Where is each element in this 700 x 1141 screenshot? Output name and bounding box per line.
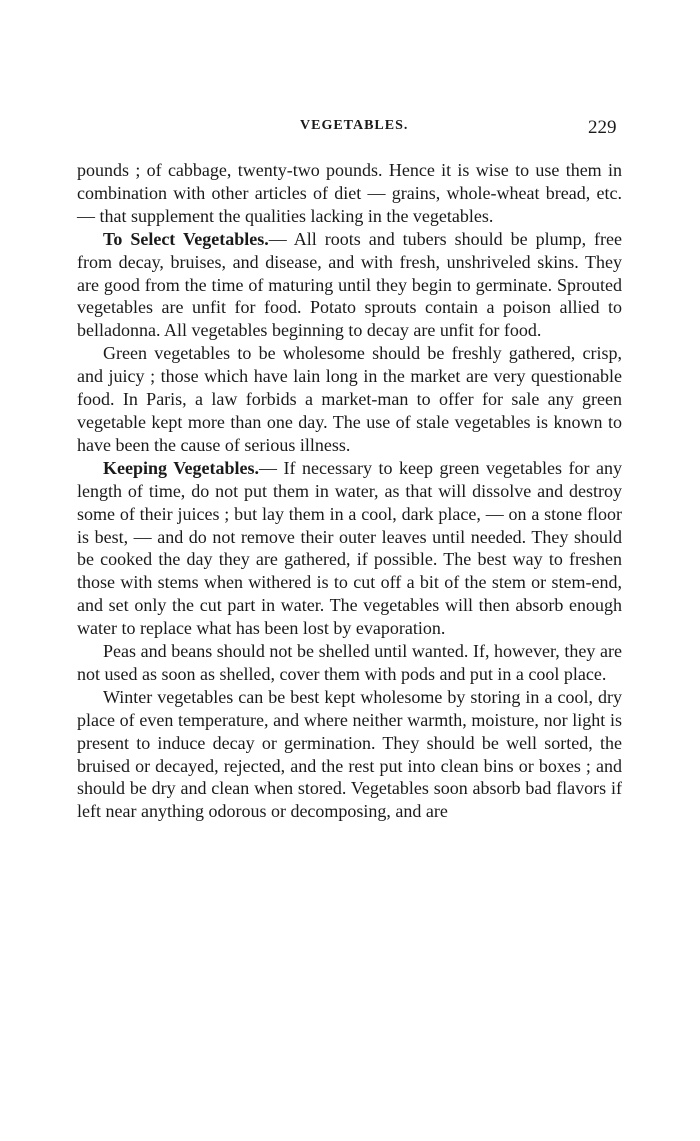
paragraph-continuation <box>77 159 622 228</box>
paragraph-text: Green vegetables to be wholesome should be freshly gathered, crisp, and juicy ; those which have lain long in the market are very questionable food. In Paris, a law forbids a market-man to offer for sale any green vegetable kept more than one day. The use of stale vegetables is known to have been the cause of serious illness. <box>77 343 622 455</box>
paragraph-green-vegetables <box>77 342 622 457</box>
running-title: VEGETABLES. <box>300 118 409 133</box>
paragraph-text: — If necessary to keep green vegetables for any length of time, do not put them in water, as that will dissolve and destroy some of their juices ; but lay them in a cool, dark place, — on a stone floor is best, — and do not remove their outer leaves until needed. They should be cooked the day they are gathered, if possible. The best way to freshen those with stems when withered is to cut off a bit of the stem or stem-end, and set only the cut part in water. The vegetables will then absorb enough water to replace what has been lost by evaporation. <box>77 457 622 639</box>
section-heading-keeping-vegetables: Keeping Vegetables. <box>103 457 260 478</box>
paragraph-text: Peas and beans should not be shelled until wanted. If, however, they are not used as soon as shelled, cover them with pods and put in a cool place. <box>77 641 622 684</box>
paragraph-text: pounds ; of cabbage, twenty-two pounds. Hence it is wise to use them in combination with other articles of diet — grains, whole-wheat bread, etc. — that supplement the qualities lacking in the vegetables. <box>77 160 622 226</box>
body-text <box>77 159 622 823</box>
paragraph-winter-vegetables <box>77 686 622 823</box>
paragraph-text: Winter vegetables can be best kept wholesome by storing in a cool, dry place of even temperature, and where neither warmth, moisture, nor light is present to induce decay or germination. They should be well sorted, the bruised or decayed, rejected, and the rest put into clean bins or boxes ; and should be dry and clean when stored. Vegetables soon absorb bad flavors if left near anything odorous or decomposing, and are <box>77 686 622 822</box>
running-head <box>0 118 700 140</box>
section-heading-select-vegetables: To Select Vegetables. <box>103 228 269 249</box>
paragraph-peas-beans <box>77 640 622 686</box>
page-number: 229 <box>588 117 617 138</box>
paragraph-keeping-vegetables <box>77 457 622 640</box>
paragraph-text: — All roots and tubers should be plump, free from decay, bruises, and disease, and with fresh, unshriveled skins. They are good from the time of maturing until they begin to germinate. Sprouted vegetables are unfit for food. Potato sprouts contain a poison allied to belladonna. All vegetables beginning to decay are unfit for food. <box>77 228 623 341</box>
paragraph-select-vegetables <box>77 228 622 343</box>
